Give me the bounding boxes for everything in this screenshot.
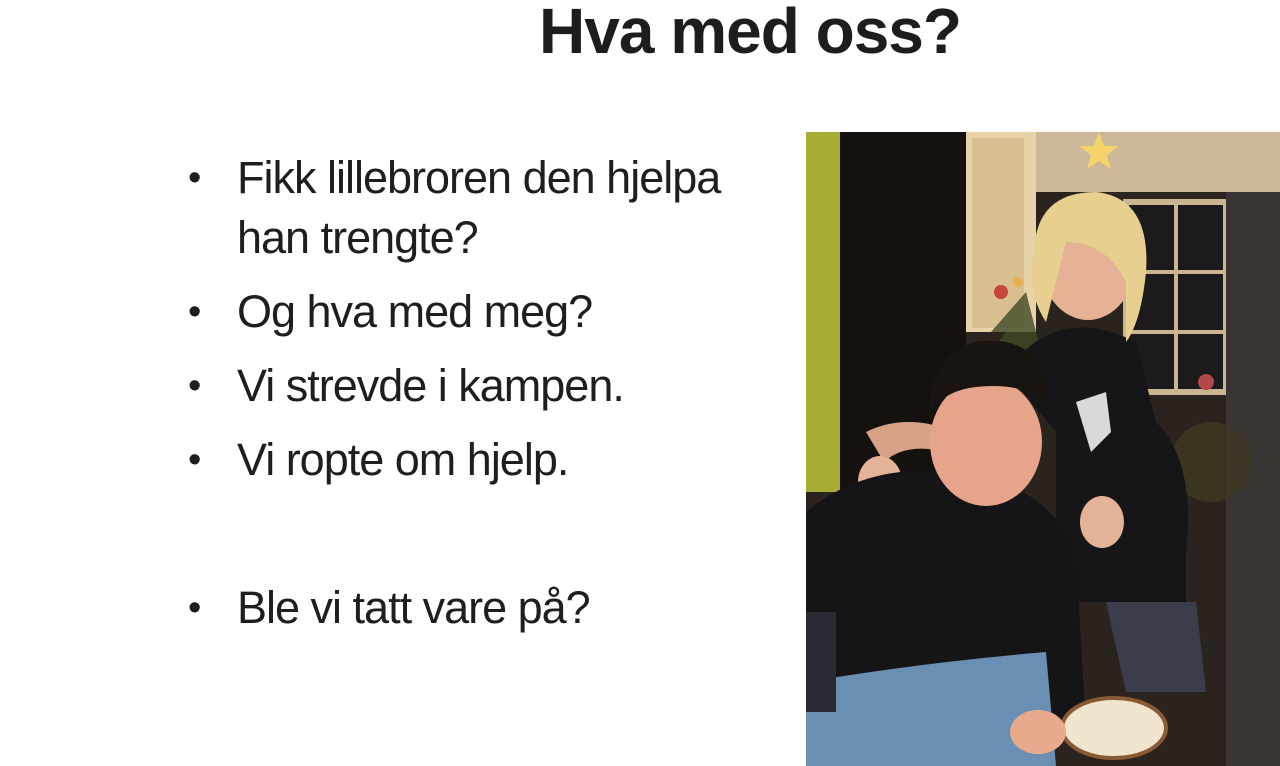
family-photo (806, 132, 1280, 766)
bullet-text: Vi strevde i kampen. (237, 360, 624, 411)
bullet-item (188, 282, 748, 342)
bullet-dot: • (188, 157, 201, 199)
bullet-text: Ble vi tatt vare på? (237, 582, 590, 633)
bullet-item (188, 356, 748, 416)
photo-illustration (806, 132, 1280, 766)
bullet-text: Vi ropte om hjelp. (237, 434, 569, 485)
bullet-dot: • (188, 365, 201, 407)
bullet-dot: • (188, 439, 201, 481)
bullet-item (188, 578, 748, 638)
bullet-list (188, 148, 748, 652)
bullet-dot: • (188, 587, 201, 629)
bullet-text: Fikk lillebroren den hjelpa han trengte? (237, 152, 721, 263)
bullet-dot: • (188, 291, 201, 333)
bullet-item (188, 148, 748, 268)
bullet-text: Og hva med meg? (237, 286, 593, 337)
slide-title: Hva med oss? (539, 0, 961, 67)
bullet-item (188, 430, 748, 490)
